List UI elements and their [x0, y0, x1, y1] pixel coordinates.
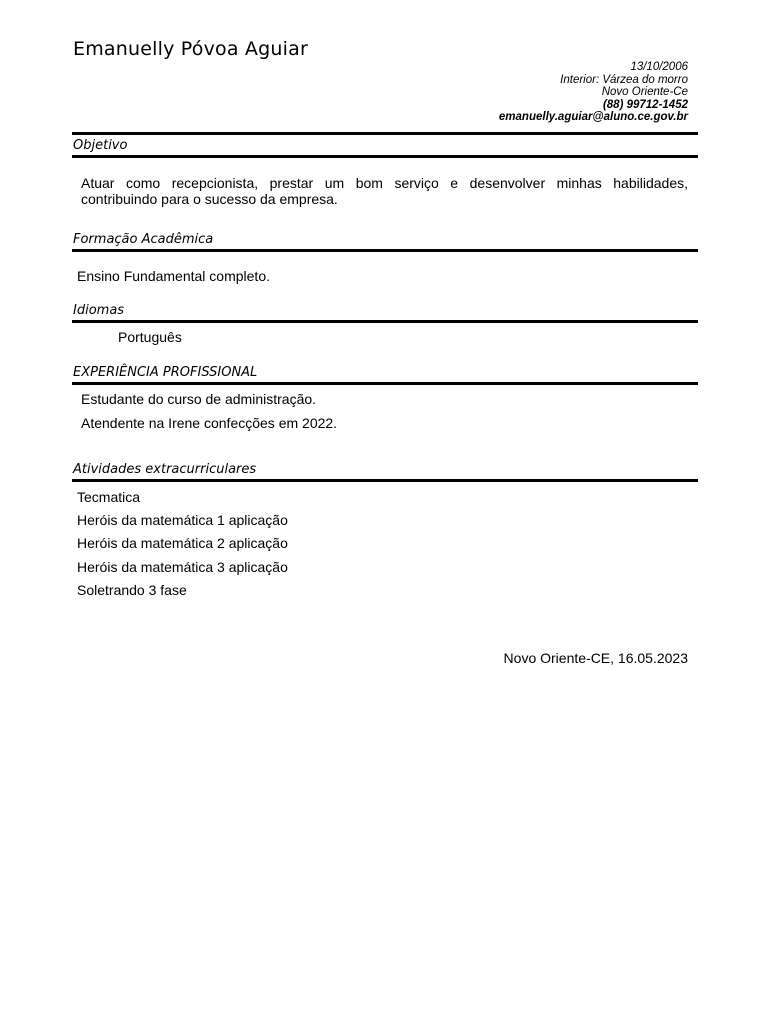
list-item: Heróis da matemática 1 aplicação [77, 512, 288, 529]
address-line-2: Novo Oriente-Ce [601, 86, 688, 98]
divider-objective [72, 155, 698, 158]
email-line [499, 111, 688, 124]
divider-languages [72, 320, 698, 323]
list-item: Soletrando 3 fase [77, 581, 187, 598]
experience-item: Atendente na Irene confecções em 2022. [81, 415, 338, 431]
divider-top [72, 132, 698, 135]
birth-date: 13/10/2006 [630, 61, 688, 73]
education-text: Ensino Fundamental completo. [77, 268, 270, 284]
divider-experience [72, 382, 698, 385]
address-line-1: Interior: Várzea do morro [560, 73, 688, 86]
section-title-languages: Idiomas [73, 303, 125, 318]
candidate-name: Emanuelly Póvoa Aguiar [73, 38, 308, 60]
section-title-activities: Atividades extracurriculares [73, 462, 257, 477]
section-title-objective: Objetivo [73, 138, 128, 153]
phone-number: (88) 99712-1452 [602, 98, 688, 111]
section-title-experience: EXPERIÊNCIA PROFISSIONAL [73, 365, 258, 380]
experience-item: Estudante do curso de administração. [81, 391, 317, 407]
list-item: Tecmatica [77, 489, 141, 505]
place-and-date: Novo Oriente-CE, 16.05.2023 [503, 650, 688, 666]
list-item: Heróis da matemática 3 aplicação [77, 558, 288, 575]
divider-education [72, 249, 698, 252]
email-link[interactable]: emanuelly.aguiar@aluno.ce.gov.br [498, 111, 688, 123]
list-item: Heróis da matemática 2 aplicação [77, 535, 288, 552]
divider-activities [72, 479, 698, 482]
section-title-education: Formação Acadêmica [73, 232, 214, 247]
objective-text: Atuar como recepcionista, prestar um bom serviço e desenvolver minhas habilidades, contribuindo para o sucesso da empresa. [81, 175, 688, 207]
language-item: Português [118, 329, 182, 345]
contact-block [499, 61, 688, 124]
activities-list [77, 489, 288, 605]
